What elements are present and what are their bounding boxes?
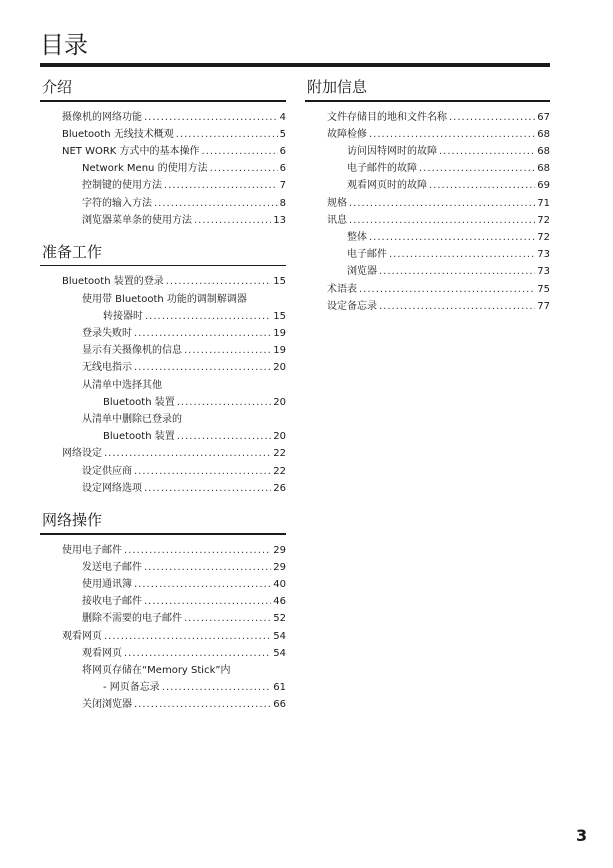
toc-right-column: [305, 68, 550, 315]
toc-section-intro: [40, 78, 286, 229]
toc-entry[interactable]: 设定供应商 ..... 22: [40, 463, 286, 480]
toc-entry[interactable]: 无线电指示 ..... 20: [40, 359, 286, 376]
section-rule: [40, 265, 286, 267]
toc-entry[interactable]: 设定网络选项 ..... 26: [40, 480, 286, 497]
toc-entry-heading: 从清单中删除已登录的: [82, 414, 182, 426]
toc-entry[interactable]: 显示有关摄像机的信息 ..... 19: [40, 342, 286, 359]
toc-section-network-ops: [40, 511, 286, 714]
toc-entry[interactable]: 网络设定 ..... 22: [40, 445, 286, 462]
toc-entry[interactable]: 控制键的使用方法 ..... 7: [40, 177, 286, 194]
toc-entry[interactable]: Bluetooth 无线技术概观 ..... 5: [40, 126, 286, 143]
toc-entry[interactable]: 访问因特网时的故障 ..... 68: [305, 143, 550, 160]
toc-entry[interactable]: 文件存储目的地和文件名称 ..... 67: [305, 109, 550, 126]
toc-entry[interactable]: 关闭浏览器 ..... 66: [40, 696, 286, 713]
title-rule: [40, 63, 550, 67]
toc-entry[interactable]: 浏览器 ..... 73: [305, 263, 550, 280]
toc-entry[interactable]: Bluetooth 装置的登录 ..... 15: [40, 273, 286, 290]
toc-entry[interactable]: 转接器时 ..... 15: [40, 308, 286, 325]
toc-entry-heading: 使用带 Bluetooth 功能的调制解调器: [82, 293, 247, 305]
toc-entry[interactable]: Bluetooth 装置 ..... 20: [40, 394, 286, 411]
toc-entry[interactable]: 删除不需要的电子邮件 ..... 52: [40, 610, 286, 627]
toc-entry[interactable]: 观看网页时的故障 ..... 69: [305, 177, 550, 194]
toc-entry[interactable]: 登录失败时 ..... 19: [40, 325, 286, 342]
toc-left-column: [40, 68, 286, 714]
section-rule: [40, 533, 286, 535]
toc-entry[interactable]: 讯息 ..... 72: [305, 212, 550, 229]
toc-entry[interactable]: 电子邮件 ..... 73: [305, 246, 550, 263]
toc-entry[interactable]: 摄像机的网络功能 ..... 4: [40, 109, 286, 126]
section-title: 网络操作: [42, 511, 103, 530]
toc-entry[interactable]: 使用通讯簿 ..... 40: [40, 576, 286, 593]
toc-entry[interactable]: 故障检修 ..... 68: [305, 126, 550, 143]
toc-section-preparation: [40, 243, 286, 497]
section-title: 介绍: [42, 78, 73, 96]
toc-entry[interactable]: 整体 ..... 72: [305, 229, 550, 246]
toc-entry[interactable]: 术语表 ..... 75: [305, 281, 550, 298]
toc-entry[interactable]: Network Menu 的使用方法 ..... 6: [40, 160, 286, 177]
toc-entry[interactable]: 字符的输入方法 ..... 8: [40, 195, 286, 212]
toc-entry[interactable]: 规格 ..... 71: [305, 195, 550, 212]
toc-entry[interactable]: - 网页备忘录 ..... 61: [40, 679, 286, 696]
toc-entry[interactable]: 发送电子邮件 ..... 29: [40, 559, 286, 576]
section-rule: [40, 100, 286, 102]
toc-entry[interactable]: 电子邮件的故障 ..... 68: [305, 160, 550, 177]
toc-entry[interactable]: 浏览器菜单条的使用方法 ..... 13: [40, 212, 286, 229]
toc-entry[interactable]: NET WORK 方式中的基本操作 ..... 6: [40, 143, 286, 160]
section-rule: [305, 100, 550, 102]
toc-entry-heading: 将网页存储在“Memory Stick”内: [82, 664, 231, 676]
toc-section-additional-info: [305, 78, 550, 315]
page-title: 目录: [40, 31, 88, 59]
toc-entry[interactable]: 观看网页 ..... 54: [40, 628, 286, 645]
toc-entry[interactable]: 接收电子邮件 ..... 46: [40, 593, 286, 610]
toc-entry[interactable]: 使用电子邮件 ..... 29: [40, 542, 286, 559]
toc-entry[interactable]: 观看网页 ..... 54: [40, 645, 286, 662]
toc-entry[interactable]: 设定备忘录 ..... 77: [305, 298, 550, 315]
page-number: 3: [576, 826, 588, 845]
toc-entry-heading: 从清单中选择其他: [82, 379, 162, 391]
section-title: 准备工作: [42, 242, 103, 261]
section-title: 附加信息: [307, 78, 368, 96]
toc-entry[interactable]: Bluetooth 装置 ..... 20: [40, 428, 286, 445]
